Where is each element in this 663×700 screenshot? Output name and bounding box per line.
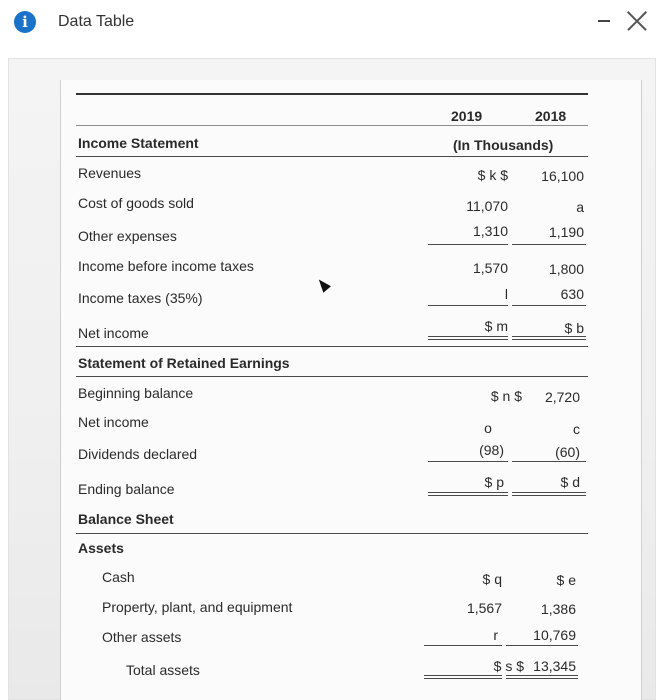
cell-2019: $ s $ xyxy=(493,658,524,674)
row-label: Other assets xyxy=(102,629,182,645)
subtotal-rule-2019 xyxy=(428,461,508,462)
row-label: Income before income taxes xyxy=(78,258,254,274)
cell-2018: $ b xyxy=(564,320,584,336)
cell-2018: $ d xyxy=(560,474,580,490)
close-icon[interactable] xyxy=(624,8,650,34)
total-rule-2018 xyxy=(512,336,586,340)
row-label: Revenues xyxy=(78,165,142,181)
cell-2019: 11,070 xyxy=(466,198,508,214)
row-label: Total assets xyxy=(126,662,200,678)
cell-2018: 13,345 xyxy=(533,658,576,674)
col-header-2019: 2019 xyxy=(451,108,483,124)
subtotal-rule-2018 xyxy=(512,461,586,462)
cell-2018: 10,769 xyxy=(533,627,576,643)
cell-2019: r xyxy=(493,627,498,643)
cell-2019: $ m xyxy=(484,318,508,334)
section-income-statement: Income Statement xyxy=(78,135,199,151)
cell-2018: (60) xyxy=(555,444,580,460)
cell-2018: 1,386 xyxy=(540,601,576,617)
section-rule xyxy=(76,533,588,534)
cell-2019: $ n $ xyxy=(490,388,522,404)
row-label: Beginning balance xyxy=(78,385,194,401)
section-rule xyxy=(76,376,588,377)
table-top-rule xyxy=(76,93,588,95)
subtotal-rule-2019 xyxy=(428,244,508,245)
cell-2018: $ e xyxy=(556,572,576,588)
window-titlebar xyxy=(0,0,663,44)
total-rule-2019 xyxy=(428,336,508,340)
cell-2019: l xyxy=(504,286,508,302)
cell-2019: $ q xyxy=(482,571,502,587)
header-rule xyxy=(76,125,588,126)
row-label: Net income xyxy=(78,414,149,430)
cell-2019: $ k $ xyxy=(477,167,508,183)
cell-2019: $ p xyxy=(484,474,504,490)
subtotal-rule-2019 xyxy=(424,645,502,646)
cell-2018: 1,190 xyxy=(548,224,584,240)
cell-2018: 2,720 xyxy=(544,389,580,405)
total-rule-2018 xyxy=(512,492,586,496)
row-label: Cost of goods sold xyxy=(78,195,194,211)
row-label: Property, plant, and equipment xyxy=(102,599,293,615)
row-label: Income taxes (35%) xyxy=(78,290,203,306)
row-label: Other expenses xyxy=(78,228,177,244)
info-icon: i xyxy=(14,11,36,33)
cell-2018: c xyxy=(573,421,580,437)
row-label: Net income xyxy=(78,325,149,341)
cell-2019: o xyxy=(484,420,492,436)
cell-2018: 16,100 xyxy=(541,168,584,184)
subtotal-rule-2019 xyxy=(428,305,508,306)
section-balance-sheet: Balance Sheet xyxy=(78,511,174,527)
total-rule-2018 xyxy=(506,675,578,679)
row-label: Cash xyxy=(102,569,135,585)
subtotal-rule-2018 xyxy=(506,645,578,646)
cell-2019: 1,570 xyxy=(472,260,508,276)
section-retained-earnings: Statement of Retained Earnings xyxy=(78,355,290,371)
subtotal-rule-2018 xyxy=(512,305,586,306)
section-assets: Assets xyxy=(78,540,124,556)
window-title: Data Table xyxy=(58,13,135,30)
cell-2019: 1,310 xyxy=(472,223,508,239)
units-rule xyxy=(76,156,588,157)
cell-2018: a xyxy=(576,199,584,215)
cell-2019: (98) xyxy=(479,442,504,458)
cell-2018: 630 xyxy=(560,286,584,302)
cell-2018: 1,800 xyxy=(548,261,584,277)
col-header-2018: 2018 xyxy=(535,108,567,124)
total-rule-2019 xyxy=(424,675,502,679)
subtotal-rule-2018 xyxy=(512,244,586,245)
row-label: Dividends declared xyxy=(78,446,198,462)
row-label: Ending balance xyxy=(78,481,175,497)
section-rule xyxy=(76,346,588,347)
cell-2019: 1,567 xyxy=(466,600,502,616)
minimize-icon[interactable] xyxy=(598,20,610,22)
units-label: (In Thousands) xyxy=(453,137,554,153)
total-rule-2019 xyxy=(428,492,508,496)
